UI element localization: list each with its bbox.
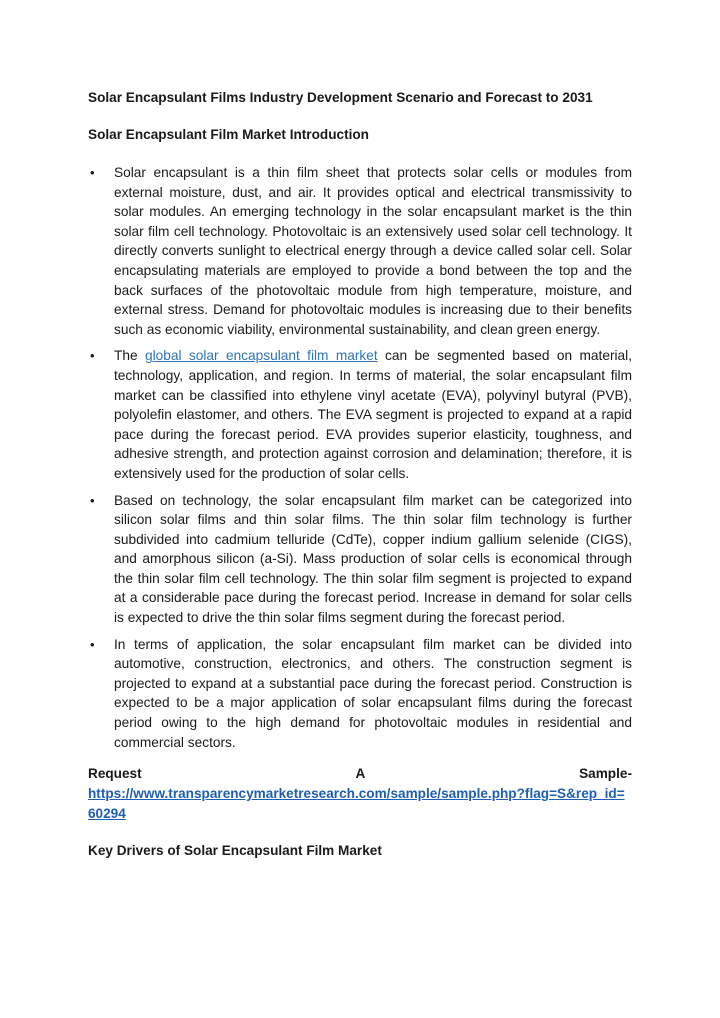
document-page [88, 88, 632, 861]
list-item [88, 491, 632, 628]
document-title: Solar Encapsulant Films Industry Development Scenario and Forecast to 2031 [88, 90, 593, 105]
bullet-text-pre: The [114, 348, 145, 364]
request-word: Request [88, 766, 142, 782]
request-sample-label [88, 764, 632, 784]
bullet-text: Based on technology, the solar encapsulant film market can be categorized into silicon solar films and thin solar films. The thin solar film technology is further subdivided into cadmium telluride (CdTe), copper indium gallium selenide (CIGS), and amorphous silicon (a-Si). Mass production of solar cells is economical through the thin solar film cell technology. The thin solar film segment is projected to expand at a considerable pace during the forecast period. Increase in demand for solar cells is expected to drive the thin solar films segment during the forecast period. [114, 492, 632, 626]
request-word: A [355, 766, 366, 782]
bullet-text-post: can be segmented based on material, technology, application, and region. In terms of material, the solar encapsulant film market can be classified into ethylene vinyl acetate (EVA), polyvinyl butyral (PVB), polyolefin elastomer, and others. The EVA segment is projected to expand at a rapid pace during the forecast period. EVA provides superior elasticity, toughness, and adhesive strength, and protection against corrosion and delamination; therefore, it is extensively used for the production of solar cells. [114, 348, 633, 481]
request-sample [88, 764, 632, 824]
bullet-text: Solar encapsulant is a thin film sheet that protects solar cells or modules from external moisture, dust, and air. It provides optical and electrical transmissivity to solar modules. An emerging technology in the solar encapsulant market is the thin solar film cell technology. Photovoltaic is an extensively used solar cell technology. It directly converts sunlight to electrical energy through a device called solar cell. Solar encapsulating materials are employed to provide a bond between the top and the back surfaces of the photovoltaic module from high temperature, moisture, and external stress. Demand for photovoltaic modules is increasing due to their benefits such as economic viability, environmental sustainability, and clean green energy. [114, 165, 632, 337]
intro-heading: Solar Encapsulant Film Market Introduction [88, 127, 369, 142]
bullet-text: In terms of application, the solar encapsulant film market can be divided into automotive, construction, electronics, and others. The construction segment is projected to expand at a substantial pace during the forecast period. Construction is expected to be a major application of solar encapsulant films during the forecast period owing to the high demand for photovoltaic modules in residential and commercial sectors. [114, 636, 632, 750]
market-link[interactable]: global solar encapsulant film market [144, 348, 378, 364]
bullet-icon: • [90, 348, 95, 364]
sample-link[interactable]: https://www.transparencymarketresearch.com/sample/sample.php?flag=S&rep_id=60294 [88, 786, 625, 822]
bullet-icon: • [90, 165, 95, 180]
bullet-icon: • [90, 492, 95, 508]
list-item [88, 346, 632, 483]
list-item [88, 163, 632, 339]
key-drivers-heading: Key Drivers of Solar Encapsulant Film Market [88, 843, 382, 859]
list-item [88, 635, 632, 753]
bullet-list [88, 163, 632, 752]
bullet-icon: • [90, 636, 95, 652]
request-word: Sample- [579, 766, 632, 782]
